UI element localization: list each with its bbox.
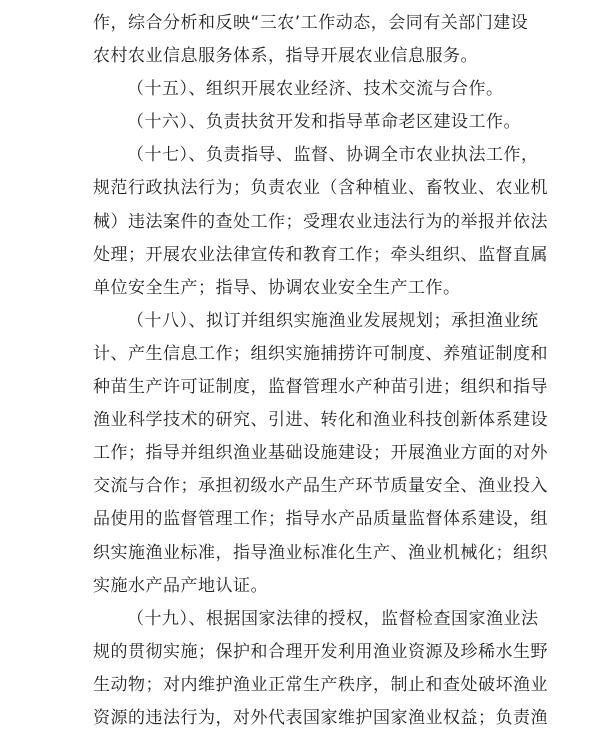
text-line: 处理；开展农业法律宣传和教育工作；牵头组织、监督直属: [93, 245, 548, 265]
text-line: 实施水产品产地认证。: [93, 576, 268, 596]
text-line: 资源的违法行为，对外代表国家维护国家渔业权益；负责渔: [93, 708, 548, 728]
text-line: 农村农业信息服务体系，指导开展农业信息服务。: [93, 46, 478, 66]
text-line: 规范行政执法行为；负责农业（含种植业、畜牧业、农业机: [93, 178, 548, 198]
text-line: 生动物；对内维护渔业正常生产秩序，制止和查处破坏渔业: [93, 675, 548, 695]
text-line: 种苗生产许可证制度，监督管理水产种苗引进；组织和指导: [93, 377, 548, 397]
text-line: 计、产生信息工作；组织实施捕捞许可制度、养殖证制度和: [93, 344, 548, 364]
text-line: 品使用的监督管理工作；指导水产品质量监督体系建设，组: [93, 509, 548, 529]
paragraph-heading-17: （十七）、负责指导、监督、协调全市农业执法工作，: [127, 145, 539, 165]
text-line: 渔业科学技术的研究、引进、转化和渔业科技创新体系建设: [93, 410, 548, 430]
paragraph-heading-18: （十八）、拟订并组织实施渔业发展规划；承担渔业统: [127, 311, 539, 331]
text-line: 工作；指导并组织渔业基础设施建设；开展渔业方面的对外: [93, 443, 548, 463]
paragraph-heading-15: （十五）、组织开展农业经济、技术交流与合作。: [127, 79, 504, 99]
text-line: 单位安全生产；指导、协调农业安全生产工作。: [93, 278, 461, 298]
paragraph-heading-19: （十九）、根据国家法律的授权，监督检查国家渔业法: [127, 609, 539, 629]
text-line: 械）违法案件的查处工作；受理农业违法行为的举报并依法: [93, 212, 548, 232]
text-line: 交流与合作；承担初级水产品生产环节质量安全、渔业投入: [93, 476, 548, 496]
text-line: 织实施渔业标准，指导渔业标准化生产、渔业机械化；组织: [93, 543, 548, 563]
text-line: 规的贯彻实施；保护和合理开发利用渔业资源及珍稀水生野: [93, 642, 548, 662]
paragraph-heading-16: （十六）、负责扶贫开发和指导革命老区建设工作。: [127, 112, 521, 132]
text-line: 作，综合分析和反映“三农’工作动态，会同有关部门建设: [93, 13, 529, 33]
